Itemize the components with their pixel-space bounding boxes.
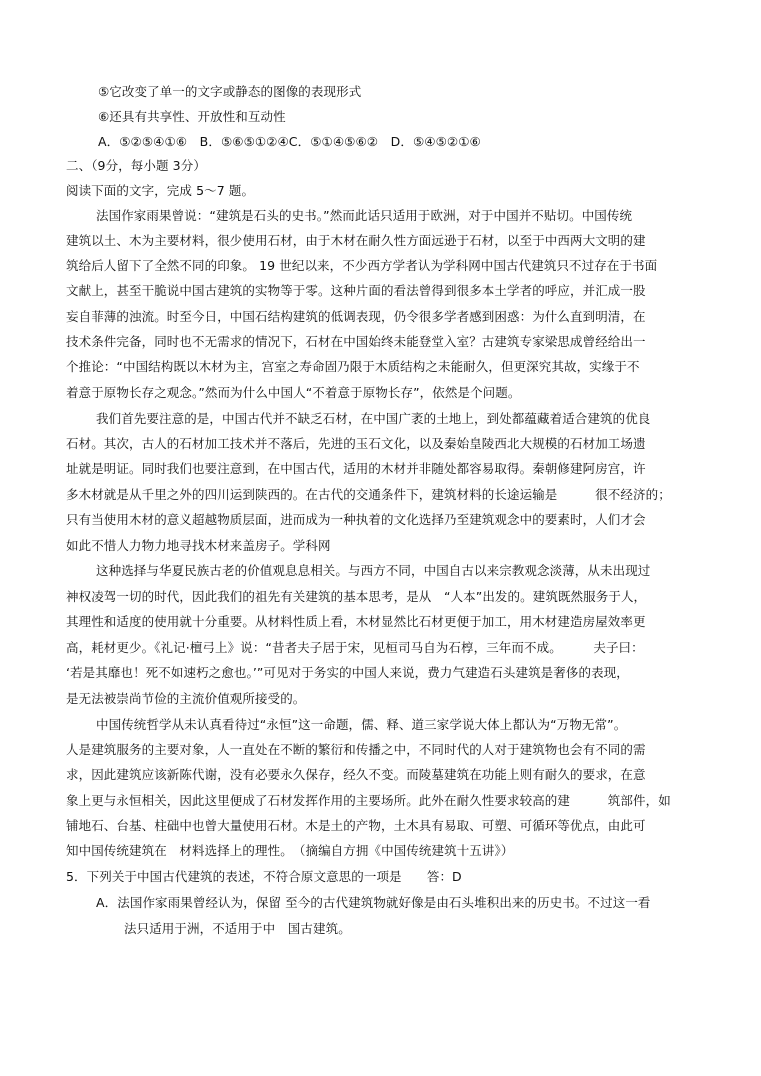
passage-line: 着意于原物长存之观念。”然而为什么中国人“不着意于原物长存”，依然是个问题。 <box>66 385 521 400</box>
passage-line: 我们首先要注意的是，中国古代并不缺乏石材，在中国广袤的土地上，到处都蕴藏着适合建筑的优良 <box>96 411 651 426</box>
section-heading: 二、（9分，每小题 3分） <box>66 158 206 173</box>
passage-line: 这种选择与华夏民族古老的价值观息息相关。与西方不同，中国自古以来宗教观念淡薄，从未出现过 <box>96 563 651 578</box>
passage-line: 技术条件完备，同时也不无需求的情况下，石材在中国始终未能登堂入室？古建筑专家梁思成曾经给出一 <box>66 334 646 349</box>
passage-line: 石材。其次，古人的石材加工技术并不落后，先进的玉石文化，以及秦始皇陵西北大规模的石材加工场遗 <box>66 436 646 451</box>
passage-line: ‘若是其靡也！死不如速朽之愈也。’”可见对于务实的中国人来说，费力气建造石头建筑是奢侈的表现， <box>66 665 629 680</box>
passage-line: 多木材就是从千里之外的四川运到陕西的。在古代的交通条件下，建筑材料的长途运输是 很不经济的； <box>66 487 671 502</box>
passage-line: 人是建筑服务的主要对象，人一直处在不断的繁衍和传播之中，不同时代的人对于建筑物也会有不同的需 <box>66 742 646 757</box>
passage-line: 筑给后人留下了全然不同的印象。 19 世纪以来，不少西方学者认为学科网中国古代建筑只不过存在于书面 <box>66 258 658 273</box>
question-5-stem: 5．下列关于中国古代建筑的表述，不符合原文意思的一项是 答：D <box>66 869 462 884</box>
passage-line: 知中国传统建筑在 材料选择上的理性。 （摘编自方拥《中国传统建筑十五讲》） <box>66 843 514 858</box>
passage-line: 高，耗材更少。《礼记·檀弓上》说：“昔者夫子居于宋，见桓司马自为石椁，三年而不成。 夫子曰： <box>66 640 644 655</box>
passage-line: 象上更与永恒相关，因此这里便成了石材发挥作用的主要场所。此外在耐久性要求较高的建 筑部件，如 <box>66 793 671 808</box>
passage-line: 法国作家雨果曾说：“建筑是石头的史书。”然而此话只适用于欧洲，对于中国并不贴切。中国传统 <box>96 208 633 223</box>
passage-line: 神权凌驾一切的时代，因此我们的祖先有关建筑的基本思考，是从 “人本”出发的。建筑既然服务于人， <box>66 589 647 604</box>
passage-line: 建筑以土、木为主要材料，很少使用石材，由于木材在耐久性方面远逊于石材，以至于中西两大文明的建 <box>66 233 646 248</box>
passage-line: 是无法被崇尚节俭的主流价值观所接受的。 <box>66 691 306 706</box>
answer-choices: A．⑤②⑤④①⑥ B．⑤⑥⑤①②④C．⑤①④⑤⑥② D．⑤④⑤②①⑥ <box>98 134 481 149</box>
passage-line: 求，因此建筑应该新陈代谢，没有必要永久保存，经久不变。而陵墓建筑在功能上则有耐久的要求，在意 <box>66 767 646 782</box>
question-5-option-a: A．法国作家雨果曾经认为，保留 至今的古代建筑物就好像是由石头堆积出来的历史书。不过这一看 <box>96 895 651 910</box>
section-instruction: 阅读下面的文字，完成 5～7 题。 <box>66 183 255 198</box>
passage-line: 如此不惜人力物力地寻找木材来盖房子。学科网 <box>66 538 331 553</box>
option-item-6: ⑥还具有共享性、开放性和互动性 <box>98 109 286 124</box>
passage-line: 个推论：“中国结构既以木材为主，宫室之寿命固乃限于木质结构之未能耐久，但更深究其故，实缘于不 <box>66 359 640 374</box>
passage-line: 文献上，甚至干脆说中国古建筑的实物等于零。这种片面的看法曾得到很多本土学者的呼应，并汇成一股 <box>66 283 646 298</box>
passage-line: 其理性和适度的使用就十分重要。从材料性质上看，木材显然比石材更便于加工，用木材建造房屋效率更 <box>66 614 646 629</box>
question-5-option-a-cont: 法只适用于洲，不适用于中 国古建筑。 <box>124 921 351 936</box>
passage-line: 只有当使用木材的意义超越物质层面，进而成为一种执着的文化选择乃至建筑观念中的要素时，人们才会 <box>66 512 646 527</box>
option-item-5: ⑤它改变了单一的文字或静态的图像的表现形式 <box>98 84 362 99</box>
passage-line: 妄自菲薄的浊流。时至今日，中国石结构建筑的低调表现，仍令很多学者感到困惑：为什么直到明清，在 <box>66 309 646 324</box>
passage-line: 铺地石、台基、柱础中也曾大量使用石材。木是土的产物，土木具有易取、可塑、可循环等优点，由此可 <box>66 818 646 833</box>
passage-line: 址就是明证。同时我们也要注意到，在中国古代，适用的木材并非随处都容易取得。秦朝修建阿房宫，许 <box>66 461 646 476</box>
passage-line: 中国传统哲学从未认真看待过“永恒”这一命题，儒、释、道三家学说大体上都认为“万物无常”。 <box>96 717 627 732</box>
